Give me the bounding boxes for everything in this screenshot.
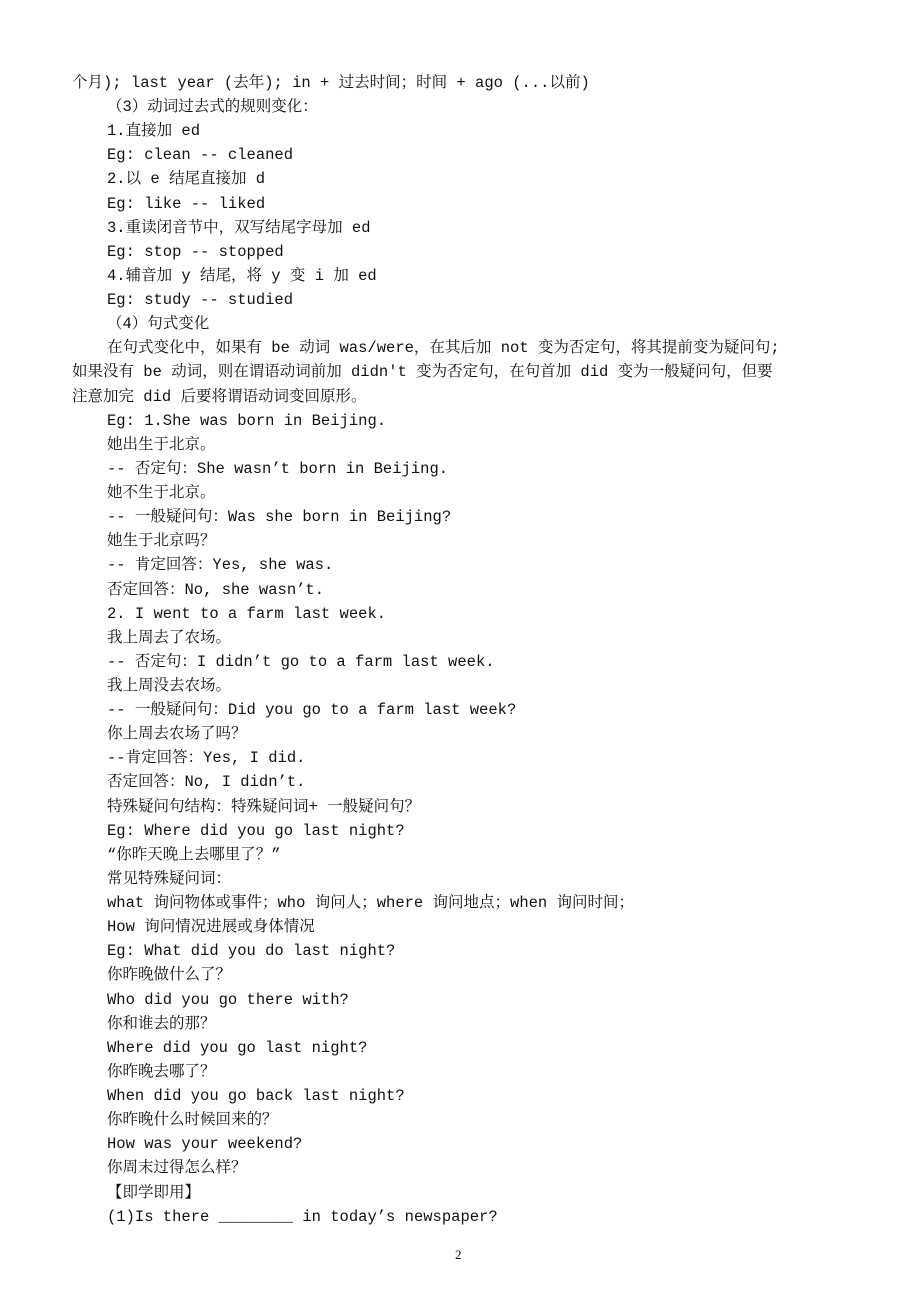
text-line: Who did you go there with? — [107, 990, 349, 1009]
text-line: 你和谁去的那？ — [107, 1014, 216, 1033]
text-line: (1)Is there ________ in today’s newspaper? — [107, 1207, 498, 1226]
text-line: 2.以 e 结尾直接加 d — [107, 170, 266, 189]
text-line: Eg: Where did you go last night? — [107, 821, 405, 840]
text-line: -- 否定句：She wasn’t born in Beijing. — [107, 459, 449, 478]
text-line: 个月); last year (去年); in + 过去时间；时间 + ago (...以前) — [72, 74, 590, 92]
text-line: 特殊疑问句结构：特殊疑问词+ 一般疑问句？ — [107, 797, 421, 816]
text-line: Eg: clean -- cleaned — [107, 146, 294, 165]
text-line: 她生于北京吗？ — [107, 532, 216, 551]
text-line: 她出生于北京。 — [107, 435, 216, 454]
text-line: When did you go back last night? — [107, 1087, 405, 1106]
text-line: 我上周去了农场。 — [107, 628, 232, 647]
text-line: （4）句式变化 — [107, 315, 210, 334]
text-line: -- 肯定回答：Yes, she was. — [107, 556, 334, 575]
text-line: 否定回答：No, she wasn’t. — [107, 580, 325, 599]
text-line: 2. I went to a farm last week. — [107, 604, 387, 623]
text-line: --肯定回答：Yes, I did. — [107, 749, 306, 768]
text-line: -- 一般疑问句：Did you go to a farm last week? — [107, 701, 517, 720]
text-line: 【即学即用】 — [107, 1183, 201, 1202]
text-line: 你昨晚去哪了？ — [107, 1062, 216, 1081]
text-line: Eg: 1.She was born in Beijing. — [107, 411, 387, 430]
text-line: Eg: stop -- stopped — [107, 242, 284, 261]
text-line: -- 一般疑问句：Was she born in Beijing? — [107, 508, 452, 527]
text-line: 注意加完 did 后要将谓语动词变回原形。 — [72, 387, 367, 406]
text-line: 她不生于北京。 — [107, 484, 216, 503]
text-line: Eg: like -- liked — [107, 194, 266, 213]
text-line: 常见特殊疑问词： — [107, 869, 232, 888]
text-line: 我上周没去农场。 — [107, 677, 232, 695]
page-number: 2 — [455, 1247, 462, 1262]
text-line: 在句式变化中，如果有 be 动词 was/were，在其后加 not 变为否定句，将其提前变为疑问句; — [107, 339, 780, 358]
text-line: 如果没有 be 动词，则在谓语动词前加 didn't 变为否定句，在句首加 did 变为一般疑问句，但要 — [72, 363, 773, 382]
text-line: Where did you go last night? — [107, 1038, 368, 1057]
text-line: 否定回答：No, I didn’t. — [107, 773, 306, 792]
text-line: -- 否定句：I didn’t go to a farm last week. — [107, 652, 495, 671]
text-line: what 询问物体或事件；who 询问人；where 询问地点；when 询问时间； — [107, 894, 635, 913]
text-line: How was your weekend? — [107, 1135, 303, 1154]
text-line: Eg: What did you do last night? — [107, 942, 396, 961]
text-line: 你上周去农场了吗？ — [107, 725, 247, 744]
text-line: （3）动词过去式的规则变化： — [107, 98, 318, 117]
text-line: 3.重读闭音节中，双写结尾字母加 ed — [107, 218, 371, 237]
text-line: 1.直接加 ed — [107, 122, 201, 141]
text-line: Eg: study -- studied — [107, 291, 294, 310]
text-line: 4.辅音加 y 结尾，将 y 变 i 加 ed — [107, 266, 377, 285]
text-line: 你昨晚什么时候回来的？ — [107, 1111, 278, 1130]
text-line: 你昨晚做什么了？ — [107, 966, 232, 985]
text-line: How 询问情况进展或身体情况 — [107, 918, 315, 937]
text-line: “你昨天晚上去哪里了？” — [107, 845, 281, 864]
text-line: 你周末过得怎么样？ — [107, 1159, 247, 1178]
